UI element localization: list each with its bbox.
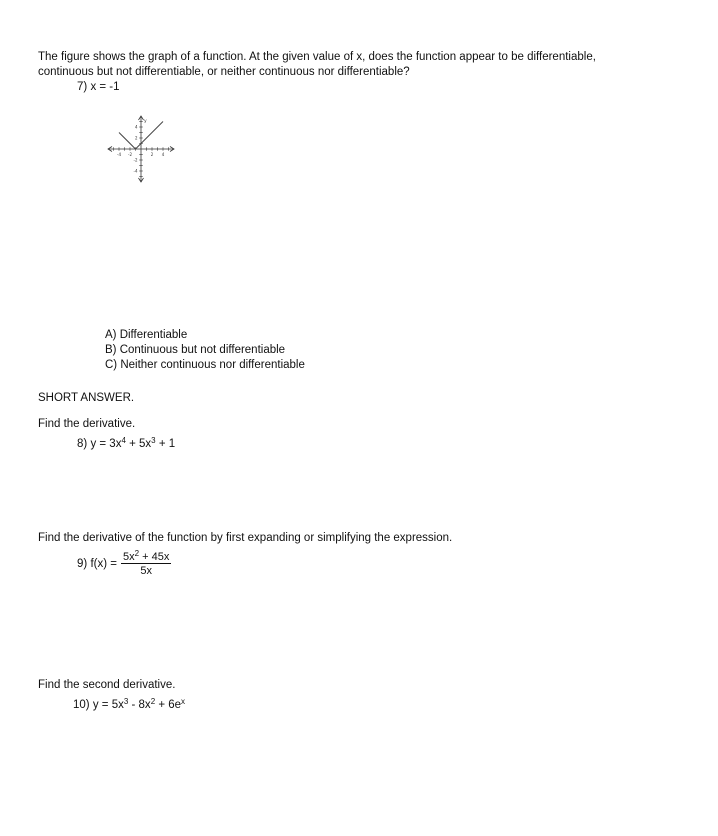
y-axis-label: y	[144, 119, 147, 124]
section-heading: SHORT ANSWER.	[38, 392, 135, 404]
q8-term1: 3x	[109, 438, 122, 450]
q10-number: 10)	[73, 699, 90, 711]
q9-denominator: 5x	[121, 563, 171, 577]
q10-term3: 6e	[168, 699, 182, 711]
function-branch-2	[136, 122, 164, 150]
x-tick-label: 2	[150, 152, 154, 157]
q9-numerator-exponent: 2	[134, 549, 140, 558]
q8-instruction: Find the derivative.	[38, 418, 136, 430]
q8-term2-exponent: 3	[151, 436, 156, 445]
q9-numerator	[121, 549, 171, 563]
q7-instruction-line2: continuous but not differentiable, or neither continuous nor differentiable?	[38, 66, 410, 78]
q8-number: 8)	[77, 438, 88, 450]
q7-choice-b[interactable]: B) Continuous but not differentiable	[105, 344, 286, 356]
q10-instruction: Find the second derivative.	[38, 679, 176, 691]
y-tick-label: -4	[133, 168, 138, 174]
q7-graph	[86, 92, 216, 212]
q10-term1-exponent: 3	[123, 697, 129, 706]
q9-lhs: f(x) =	[90, 558, 117, 570]
q10-term3-exponent: x	[181, 697, 186, 706]
q9-number: 9)	[77, 558, 88, 570]
x-tick-label: -2	[128, 152, 132, 157]
y-tick-label: -2	[133, 157, 138, 163]
q7-instruction	[38, 50, 678, 80]
q7-condition: x = -1	[90, 81, 120, 93]
function-branch-1	[119, 133, 136, 150]
x-tick-label: 4	[161, 152, 165, 157]
q7-choice-c[interactable]: C) Neither continuous nor differentiable	[105, 359, 305, 371]
q8-op1: +	[125, 438, 140, 450]
q7-number: 7)	[77, 81, 88, 93]
y-tick-label: 2	[134, 135, 138, 141]
q8-term1-exponent: 4	[121, 436, 126, 445]
q8-op2: +	[155, 438, 169, 450]
q9-instruction: Find the derivative of the function by first expanding or simplifying the expression.	[38, 532, 453, 544]
q8-lhs: y =	[90, 438, 110, 450]
q10-term2: 8x	[138, 699, 151, 711]
q9-fraction	[121, 549, 171, 577]
q7-choices	[105, 328, 305, 373]
q10-term2-exponent: 2	[150, 697, 156, 706]
q7-instruction-line1: The figure shows the graph of a function. At the given value of x, does the function appear to be differentiable,	[38, 51, 596, 63]
q9-numerator-rest: + 45x	[139, 551, 170, 563]
q8-term2: 5x	[139, 438, 152, 450]
q8-equation	[77, 436, 175, 450]
q8-term3: 1	[168, 438, 176, 450]
q10-op1: -	[128, 699, 139, 711]
q9-lhs-group	[77, 558, 117, 570]
x-tick-label: -4	[117, 152, 121, 157]
y-tick-label: 4	[134, 124, 138, 130]
q7-choice-a[interactable]: A) Differentiable	[105, 329, 188, 341]
q10-lhs: y =	[92, 699, 112, 711]
q10-op2: +	[155, 699, 169, 711]
q9-numerator-term1: 5x	[123, 551, 135, 563]
q10-term1: 5x	[111, 699, 124, 711]
q10-equation	[73, 697, 185, 711]
